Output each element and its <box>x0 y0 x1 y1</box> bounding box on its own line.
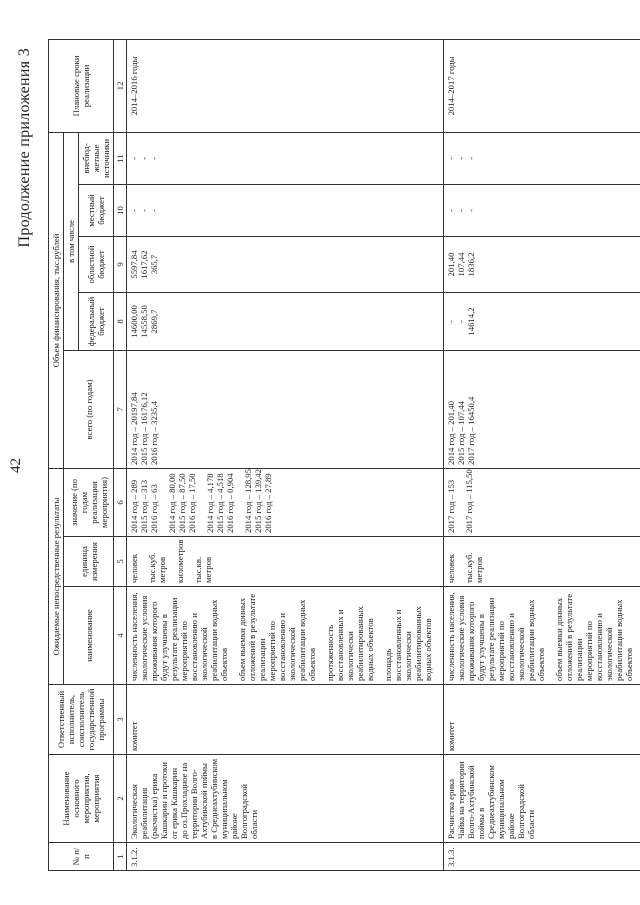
indicator-values-line: 2016 год – 27,89 <box>263 473 273 533</box>
finance-regional-line: 365,7 <box>149 254 159 275</box>
indicator-values-entry <box>167 472 197 533</box>
measure-name: Расчистка ерика Чайка на территории Волго-Ахтубинской поймы в Среднеахтубинском муниципальном районе Волгоградской области <box>444 755 640 843</box>
finance-extra <box>444 132 640 184</box>
header-regional: областной бюджет <box>79 236 114 292</box>
finance-local-line: - <box>139 209 149 212</box>
finance-extra-line: - <box>129 157 139 160</box>
indicator-name-entry: протяженность восстановленных и экологически реабилитированных водных объектов <box>325 606 375 681</box>
responsible-executor: комитет <box>127 685 444 755</box>
indicator-values-entry <box>446 472 456 533</box>
indicator-unit <box>127 537 444 587</box>
finance-local <box>444 184 640 236</box>
finance-federal <box>127 292 444 350</box>
header-no: № п/п <box>49 843 114 871</box>
indicator-name-entry: площадь восстановленных и экологически реабилитированных водных объектов <box>383 606 433 681</box>
indicator-values-line: 2017 год – 115,50 <box>464 469 474 533</box>
finance-regional-line: 1836,2 <box>466 252 476 277</box>
indicator-unit-entry: человек <box>446 553 456 583</box>
finance-federal-line: - <box>446 320 456 323</box>
finance-local-line: - <box>149 209 159 212</box>
finance-regional-line: 107,44 <box>456 252 466 277</box>
finance-extra-line: - <box>466 157 476 160</box>
column-number: 5 <box>114 537 127 587</box>
measure-name: Экологическая реабилитация (расчистка) ерика Кашкарин и протоки от ерика Кашкарин до оз.Прохладное на территории Волго-Ахтубинской поймы в Среднеахтубинском муниципальном районе Волгоградской области <box>127 755 444 843</box>
indicator-values-entry <box>205 472 235 533</box>
indicator-values-line: 2017 год – 153 <box>446 479 456 533</box>
indicator-values-line: 2014 год – 80,00 <box>167 473 177 533</box>
table-row <box>127 39 444 870</box>
indicator-name-entry: численность населения, экологические условия проживания которого будут улучшены в результате реализации мероприятий по восстановлению и экологической реабилитации водных объектов <box>446 592 546 681</box>
finance-federal-line: - <box>456 320 466 323</box>
row-number: 3.1.3. <box>444 843 640 871</box>
indicator-values-line: 2016 год – 63 <box>149 484 159 533</box>
finance-extra-line: - <box>446 157 456 160</box>
table-row <box>444 39 640 870</box>
header-value: значение (по годам реализации мероприятия) <box>64 468 114 536</box>
finance-local-line: - <box>129 209 139 212</box>
indicator-unit-entry: человек <box>129 553 139 583</box>
finance-extra-line: - <box>149 157 159 160</box>
finance-local-line: - <box>446 209 456 212</box>
header-unit: единица измерения <box>64 537 114 587</box>
indicator-values-entry <box>243 469 273 533</box>
page-number: 42 <box>8 458 24 473</box>
indicator-values-line: 2016 год – 17,50 <box>187 473 197 533</box>
indicator-values-line: 2014 год – 128,95 <box>243 469 253 533</box>
indicator-values-line: 2014 год – 289 <box>129 479 139 533</box>
column-number: 1 <box>114 843 127 871</box>
finance-total-line: 2014 год – 201,40 <box>446 400 456 465</box>
finance-regional <box>444 236 640 292</box>
planned-terms: 2014–2017 годы <box>444 39 640 132</box>
finance-total-line: 2015 год – 107,44 <box>456 400 466 465</box>
header-expected: Ожидаемые непосредственные результаты <box>49 468 64 684</box>
indicator-name-entry: объем выемки донных отложений в результате реализации мероприятий по восстановлению и экологической реабилитации водных объектов <box>237 593 317 681</box>
finance-regional-line: 5597,84 <box>129 250 139 279</box>
planned-terms: 2014–2016 годы <box>127 39 444 132</box>
finance-extra <box>127 132 444 184</box>
indicator-name-entry: численность населения, экологические условия проживания которого будут улучшены в результате реализации мероприятий по восстановлению и экологической реабилитации водных объектов <box>129 592 229 681</box>
finance-regional-line: 1617,62 <box>139 250 149 279</box>
header-indicator-name: наименование <box>64 587 114 685</box>
column-number: 11 <box>114 132 127 184</box>
indicator-values-line: 2015 год – 139,42 <box>253 469 263 533</box>
finance-federal-line: 14614,2 <box>466 307 476 336</box>
finance-total-line: 2014 год – 20197,84 <box>129 392 139 465</box>
indicator-values-line: 2015 год – 87,50 <box>177 473 187 533</box>
indicator-name <box>444 587 640 685</box>
column-number: 9 <box>114 236 127 292</box>
finance-total-line: 2017 год – 16450,4 <box>466 396 476 465</box>
indicator-values-entry <box>129 472 159 533</box>
column-number: 6 <box>114 468 127 536</box>
column-number-row <box>114 39 127 870</box>
indicator-unit-entry: тыс.куб. метров <box>464 552 484 583</box>
column-number: 12 <box>114 39 127 132</box>
indicator-name <box>127 587 444 685</box>
column-number: 10 <box>114 184 127 236</box>
header-responsible: Ответственный исполнитель, соисполнитель государственной программы <box>49 685 114 755</box>
column-number: 8 <box>114 292 127 350</box>
header-extra: внебюд-жетные источники <box>79 132 114 184</box>
indicator-values-line: 2016 год – 0,904 <box>225 473 235 533</box>
finance-federal-line: 14600,00 <box>129 305 139 338</box>
column-number: 7 <box>114 350 127 468</box>
header-including: в том числе <box>64 132 79 350</box>
finance-total <box>127 350 444 468</box>
finance-extra-line: - <box>456 157 466 160</box>
finance-total-line: 2015 год – 16176,12 <box>139 392 149 465</box>
column-number: 4 <box>114 587 127 685</box>
finance-federal <box>444 292 640 350</box>
finance-total-line: 2016 год – 3235,4 <box>149 400 159 465</box>
row-number: 3.1.2. <box>127 843 444 871</box>
indicator-unit-entry: километров <box>175 539 185 583</box>
document-subtitle: Продолжение приложения 3 <box>16 48 33 248</box>
finance-regional <box>127 236 444 292</box>
finance-extra-line: - <box>139 157 149 160</box>
header-terms: Плановые сроки реализации <box>49 39 114 132</box>
finance-federal-line: 2869,7 <box>149 309 159 334</box>
column-number: 2 <box>114 755 127 843</box>
finance-local <box>127 184 444 236</box>
indicator-unit-entry: тыс.куб. метров <box>147 552 167 583</box>
header-finance: Объем финансирования, тыс.рублей <box>49 132 64 468</box>
finance-federal-line: 14558,50 <box>139 305 149 338</box>
responsible-executor: комитет <box>444 685 640 755</box>
indicator-unit-entry: тыс.кв. метров <box>193 556 213 583</box>
finance-local-line: - <box>466 209 476 212</box>
indicator-unit <box>444 537 640 587</box>
indicator-name-entry: объем выемки донных отложений в результате реализации мероприятий по восстановлению и экологической реабилитации водных объектов <box>554 593 634 681</box>
header-total: всего (по годам) <box>64 350 114 468</box>
header-federal: федеральный бюджет <box>79 292 114 350</box>
finance-regional-line: 201,40 <box>446 252 456 277</box>
header-local: местный бюджет <box>79 184 114 236</box>
program-table <box>48 39 640 871</box>
column-number: 3 <box>114 685 127 755</box>
indicator-values <box>444 468 640 536</box>
indicator-values-line: 2014 год – 4,178 <box>205 473 215 533</box>
finance-total <box>444 350 640 468</box>
indicator-values-line: 2015 год – 4,518 <box>215 473 225 533</box>
header-name: Наименование основного мероприятия, мероприятия <box>49 755 114 843</box>
indicator-values-line: 2015 год – 313 <box>139 479 149 533</box>
indicator-values <box>127 468 444 536</box>
finance-local-line: - <box>456 209 466 212</box>
indicator-values-entry <box>464 469 474 533</box>
